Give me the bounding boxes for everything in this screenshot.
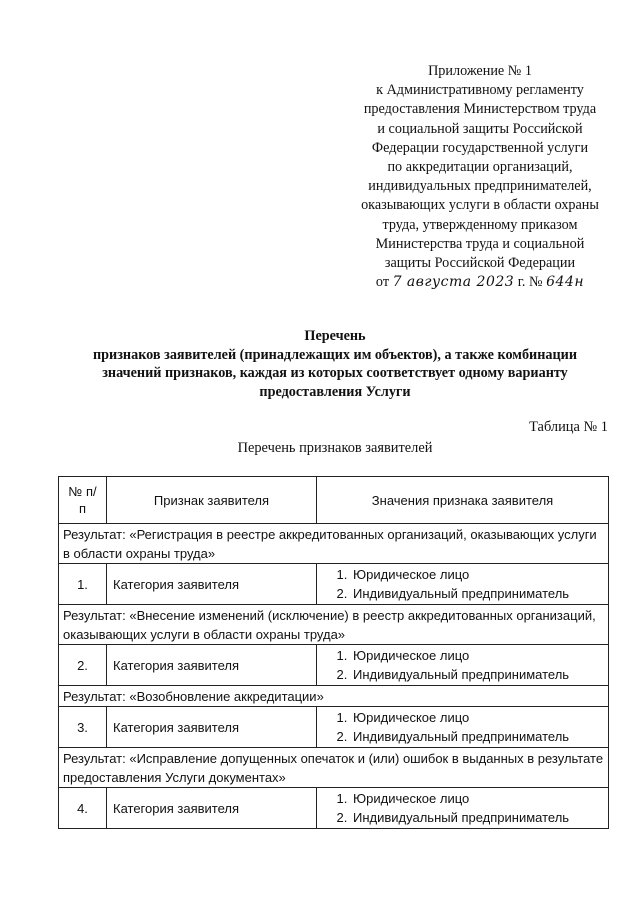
value-item: 2. Индивидуальный предприниматель bbox=[351, 584, 602, 603]
appendix-line: к Административному регламенту bbox=[376, 82, 584, 99]
values-cell bbox=[317, 788, 609, 829]
value-item: 1. Юридическое лицо bbox=[351, 646, 602, 665]
header-values: Значения признака заявителя bbox=[317, 477, 609, 524]
table-row bbox=[59, 788, 609, 829]
appendix-line: Министерства труда и социальной bbox=[375, 235, 585, 252]
value-item: 2. Индивидуальный предприниматель bbox=[351, 665, 602, 684]
appendix-line: оказывающих услуги в области охраны bbox=[361, 197, 599, 214]
appendix-line: по аккредитации организаций, bbox=[387, 159, 573, 176]
value-item: 1. Юридическое лицо bbox=[351, 565, 602, 584]
value-item: 2. Индивидуальный предприниматель bbox=[351, 727, 602, 746]
header-num: № п/п bbox=[59, 477, 107, 524]
appendix-line: труда, утвержденному приказом bbox=[382, 216, 578, 233]
appendix-line: предоставления Министерством труда bbox=[363, 101, 597, 118]
table-caption: Перечень признаков заявителей bbox=[237, 440, 433, 456]
handwritten-date: 7 августа 2023 bbox=[392, 274, 515, 291]
values-cell bbox=[317, 564, 609, 605]
attribute-cell: Категория заявителя bbox=[107, 707, 317, 748]
table-row bbox=[59, 645, 609, 686]
appendix-line: Приложение № 1 bbox=[428, 63, 532, 79]
result-row bbox=[59, 605, 609, 645]
values-cell bbox=[317, 645, 609, 686]
heading-line: предоставления Услуги bbox=[259, 383, 411, 400]
value-item: 1. Юридическое лицо bbox=[351, 789, 602, 808]
row-number: 1. bbox=[59, 564, 107, 605]
table-number-label: Таблица № 1 bbox=[529, 419, 608, 435]
values-cell bbox=[317, 707, 609, 748]
table-row bbox=[59, 707, 609, 748]
row-number: 3. bbox=[59, 707, 107, 748]
table-row bbox=[59, 564, 609, 605]
appendix-line: Федерации государственной услуги bbox=[371, 139, 589, 156]
table-header-row bbox=[59, 477, 609, 524]
heading-line: значений признаков, каждая из которых соответствует одному варианту bbox=[102, 365, 568, 381]
order-date-line bbox=[330, 273, 630, 292]
row-number: 4. bbox=[59, 788, 107, 829]
date-prefix: от bbox=[375, 274, 390, 291]
appendix-line: и социальной защиты Российской bbox=[377, 120, 583, 137]
result-text: Результат: «Регистрация в реестре аккредитованных организаций, оказывающих услуги в области охраны труда» bbox=[59, 524, 609, 564]
attributes-table bbox=[58, 476, 609, 829]
result-text: Результат: «Исправление допущенных опечаток и (или) ошибок в выданных в результате предоставления Услуги документах» bbox=[59, 748, 609, 788]
appendix-line: индивидуальных предпринимателей, bbox=[368, 178, 592, 195]
heading-line: признаков заявителей (принадлежащих им объектов), а также комбинации bbox=[92, 346, 578, 363]
attribute-cell: Категория заявителя bbox=[107, 645, 317, 686]
row-number: 2. bbox=[59, 645, 107, 686]
attribute-cell: Категория заявителя bbox=[107, 564, 317, 605]
result-row bbox=[59, 524, 609, 564]
value-item: 1. Юридическое лицо bbox=[351, 708, 602, 727]
result-text: Результат: «Возобновление аккредитации» bbox=[59, 686, 609, 707]
document-heading bbox=[40, 327, 630, 401]
result-row bbox=[59, 686, 609, 707]
result-text: Результат: «Внесение изменений (исключение) в реестр аккредитованных организаций, оказывающих услуги в области охраны труда» bbox=[59, 605, 609, 645]
year-suffix: г. № bbox=[517, 274, 543, 291]
header-attribute: Признак заявителя bbox=[107, 477, 317, 524]
handwritten-number: 644н bbox=[546, 274, 585, 291]
result-row bbox=[59, 748, 609, 788]
appendix-line: защиты Российской Федерации bbox=[384, 255, 576, 272]
value-item: 2. Индивидуальный предприниматель bbox=[351, 808, 602, 827]
heading-line: Перечень bbox=[304, 328, 366, 344]
attribute-cell: Категория заявителя bbox=[107, 788, 317, 829]
appendix-block bbox=[330, 62, 630, 292]
